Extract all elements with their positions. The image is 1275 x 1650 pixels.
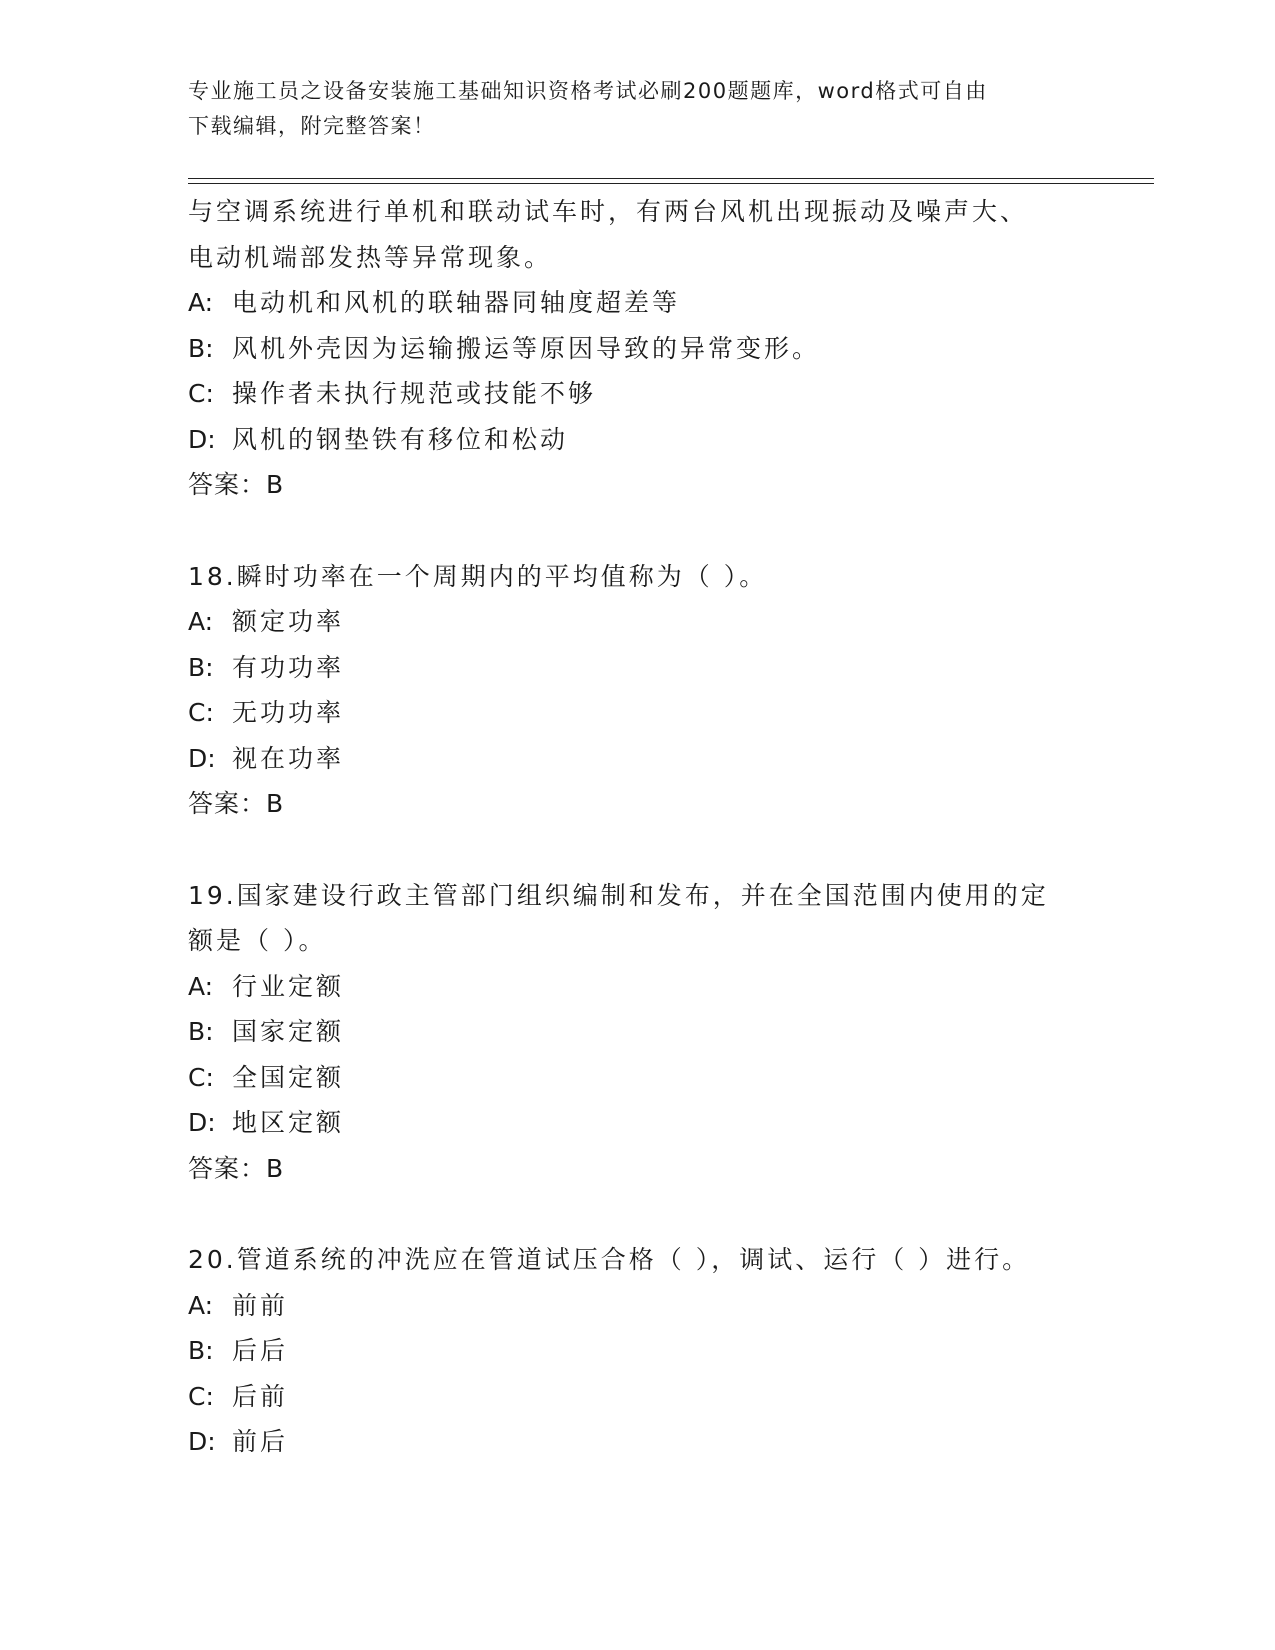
option-text: 前后 (232, 1427, 289, 1456)
question-stem-line: 电动机端部发热等异常现象。 (188, 242, 553, 272)
option-c (188, 690, 1088, 736)
option-letter: C: (188, 1062, 214, 1092)
option-a (188, 280, 1088, 326)
option-text: 后后 (232, 1336, 289, 1365)
option-b (188, 1009, 1088, 1055)
question-19 (188, 873, 1088, 1192)
option-d (188, 736, 1088, 782)
option-text: 后前 (232, 1381, 289, 1411)
answer-line: 答案：B (188, 470, 285, 499)
option-letter: D: (188, 743, 216, 773)
question-stem-line: 与空调系统进行单机和联动试车时，有两台风机出现振动及噪声大、 (188, 197, 1029, 226)
option-letter: C: (188, 379, 214, 408)
question-list (188, 189, 1088, 1465)
option-b (188, 1328, 1088, 1374)
option-letter: A: (188, 607, 214, 636)
option-b (188, 645, 1088, 691)
option-d (188, 1419, 1088, 1465)
question-18 (188, 554, 1088, 827)
option-letter: B: (188, 1017, 214, 1046)
option-text: 额定功率 (232, 607, 345, 636)
option-d (188, 417, 1088, 463)
option-text: 风机的钢垫铁有移位和松动 (232, 424, 569, 454)
option-a (188, 599, 1088, 645)
option-b (188, 326, 1088, 372)
option-letter: A: (188, 288, 214, 317)
option-c (188, 371, 1088, 417)
header-title-line-2: 下载编辑，附完整答案！ (188, 114, 436, 138)
option-letter: B: (188, 333, 214, 363)
question-stem-line: 20.管道系统的冲洗应在管道试压合格（ ），调试、运行（ ）进行。 (188, 1245, 1031, 1274)
option-d (188, 1100, 1088, 1146)
option-text: 操作者未执行规范或技能不够 (232, 379, 597, 408)
option-text: 地区定额 (232, 1108, 345, 1137)
document-header (188, 74, 1068, 144)
option-letter: D: (188, 1108, 216, 1137)
option-text: 全国定额 (232, 1062, 345, 1092)
option-letter: B: (188, 652, 214, 682)
option-text: 风机外壳因为运输搬运等原因导致的异常变形。 (232, 333, 821, 363)
header-divider-bottom (188, 183, 1154, 184)
option-text: 电动机和风机的联轴器同轴度超差等 (232, 288, 681, 317)
question-stem-line: 额是（ ）。 (188, 926, 327, 955)
answer-line: 答案：B (188, 789, 285, 818)
question-stem-line: 18.瞬时功率在一个周期内的平均值称为（ ）。 (188, 561, 768, 591)
option-letter: A: (188, 1290, 214, 1320)
option-a (188, 1283, 1088, 1329)
option-text: 前前 (232, 1290, 289, 1320)
option-text: 视在功率 (232, 743, 345, 773)
header-title-line-1: 专业施工员之设备安装施工基础知识资格考试必刷200题题库，word格式可自由 (188, 79, 988, 103)
option-text: 国家定额 (232, 1017, 345, 1046)
option-c (188, 1055, 1088, 1101)
question-20 (188, 1237, 1088, 1465)
header-divider-top (188, 178, 1154, 179)
option-text: 行业定额 (232, 971, 345, 1001)
option-letter: A: (188, 971, 214, 1001)
option-letter: B: (188, 1336, 214, 1365)
option-letter: C: (188, 698, 214, 727)
option-c (188, 1374, 1088, 1420)
option-letter: C: (188, 1381, 214, 1411)
option-a (188, 964, 1088, 1010)
option-text: 有功功率 (232, 652, 345, 682)
question-17 (188, 189, 1088, 508)
option-text: 无功功率 (232, 698, 345, 727)
answer-line: 答案：B (188, 1153, 285, 1183)
option-letter: D: (188, 1427, 216, 1456)
question-stem-line: 19.国家建设行政主管部门组织编制和发布，并在全国范围内使用的定 (188, 880, 1049, 910)
option-letter: D: (188, 424, 216, 454)
